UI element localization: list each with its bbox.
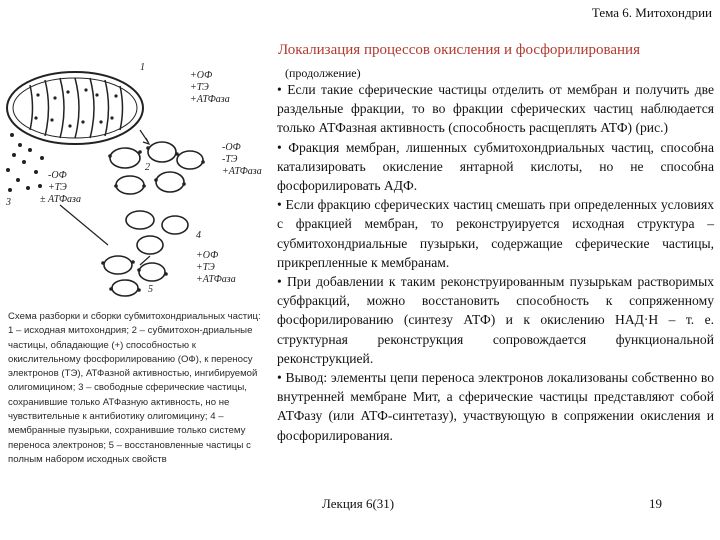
step-label-3: 3 bbox=[6, 197, 11, 208]
step-label-1: 1 bbox=[140, 62, 145, 73]
page-number: 19 bbox=[649, 496, 662, 511]
group3-label-2: +ТЭ bbox=[48, 182, 67, 193]
topic-header: Тема 6. Митохондрии bbox=[591, 5, 712, 20]
step-label-2: 2 bbox=[145, 162, 150, 173]
lecture-label: Лекция 6(31) bbox=[322, 496, 395, 511]
group4-label-2: +ТЭ bbox=[196, 262, 215, 273]
membrane-vesicles bbox=[126, 211, 188, 254]
group2-label-3: +АТФаза bbox=[222, 166, 262, 177]
paragraph-1: • Если такие сферические частицы отделить от мембран и получить две раздельные фракции, то во фракции сферических частиц наблюдается только АТФазная активность (способность расщеплять АТФ) (рис.) bbox=[277, 82, 714, 136]
step-label-4: 4 bbox=[196, 230, 201, 241]
group4-label-1: +ОФ bbox=[196, 250, 219, 261]
group3-label-1: -ОФ bbox=[48, 170, 67, 181]
submitochondrial-particles bbox=[110, 142, 203, 194]
paragraph-5: • Вывод: элементы цепи переноса электронов локализованы собственно во внутренней мембране Мит, а сферические частицы представляют собой АТФазу (или АТФ-синтетазу), участвующую в сопряжении окисления и фосфорилирования. bbox=[277, 370, 714, 443]
group1-label-3: +АТФаза bbox=[190, 94, 230, 105]
group3-label-3: ± АТФаза bbox=[40, 194, 81, 205]
free-spherical-particles bbox=[6, 133, 44, 192]
group1-label-1: +ОФ bbox=[190, 70, 213, 81]
paragraph-2: • Фракция мембран, лишенных субмитохондриальных частиц, способна катализировать окисление янтарной кислоты, но не способна фосфорилировать АДФ. bbox=[277, 139, 714, 194]
group2-label-1: -ОФ bbox=[222, 142, 241, 153]
slide-title: Локализация процессов окисления и фосфорилирования bbox=[278, 42, 640, 58]
paragraph-3: • Если фракцию сферических частиц смешать при определенных условиях с фракцией мембран, то реконструируется исходная структура – субмитохондриальные пузырьки, содержащие сферические частицы, прикрепленные к мембранам. bbox=[277, 197, 714, 270]
group2-label-2: -ТЭ bbox=[222, 154, 238, 165]
paragraph-4: • При добавлении к таким реконструированным пузырькам растворимых субфракций, можно восстановить способность к сопряженному фосфорилированию (синтезу АТФ) и к окислению НАД·Н – т. е. структурная реконструкция сопровождается функциональной реконструкцией. bbox=[277, 274, 714, 366]
slide-subtitle: (продолжение) bbox=[285, 66, 361, 80]
group4-label-3: +АТФаза bbox=[196, 274, 236, 285]
group1-label-2: +ТЭ bbox=[190, 82, 209, 93]
figure-caption: Схема разборки и сборки субмитохондриальных частиц: 1 – исходная митохондрия; 2 – субмитохон-дриальные частицы, обладающие (+) способностью к окислительному фосфорилированию (ОФ), к переносу электронов (ТЭ), АТФазной активностью, ингибируемой олигомицином; 3 – свободные сферические частицы, сохранившие только АТФазную активность, но не чувствительные к антибиотику олигомицину; 4 – мембранные пузырьки, сохранившие только систему переноса электронов; 5 – восстановленные частицы с полным набором исходных свойств bbox=[8, 311, 261, 465]
mitochondrion-original bbox=[7, 72, 143, 144]
mitochondria-diagram bbox=[0, 60, 272, 300]
step-label-5: 5 bbox=[148, 284, 153, 295]
slide-body bbox=[277, 80, 714, 445]
